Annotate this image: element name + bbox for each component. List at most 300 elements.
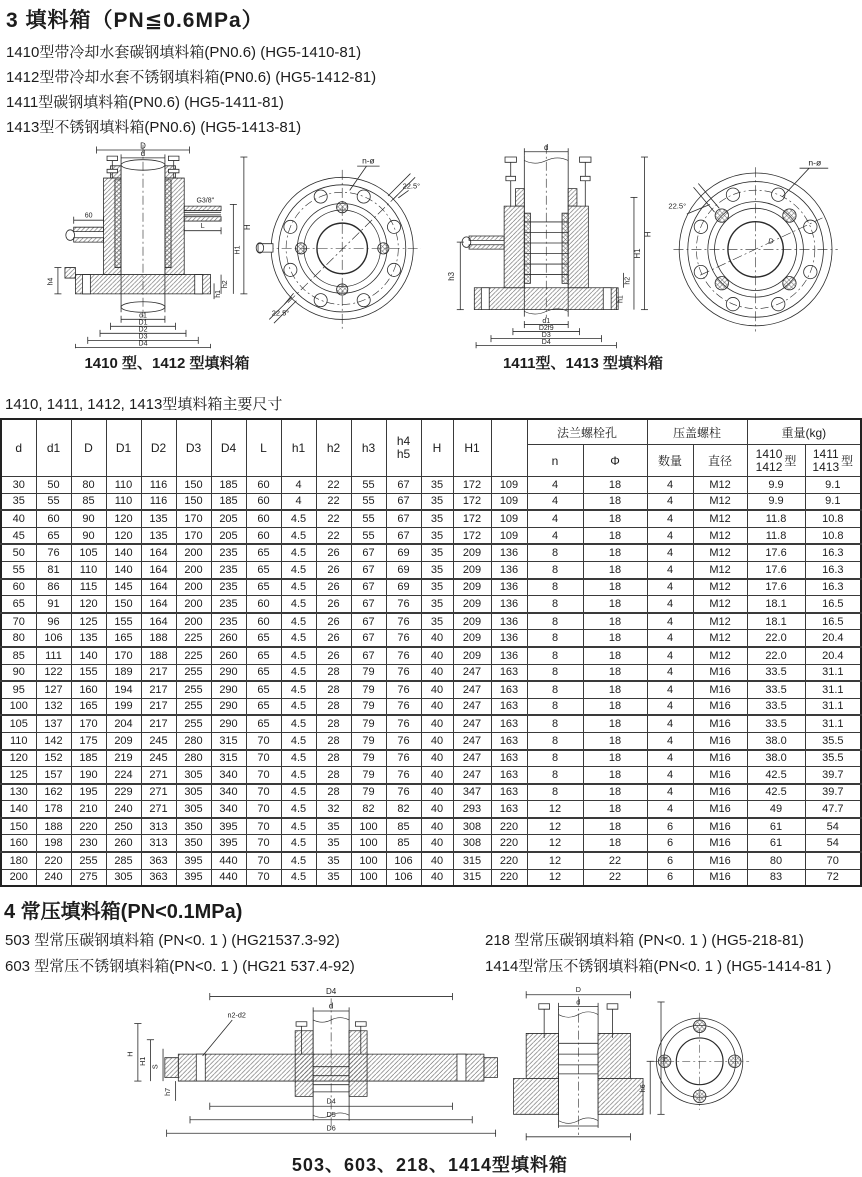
table-cell: 28: [316, 698, 351, 715]
table-cell: 9.1: [805, 493, 861, 510]
table-row: [1, 818, 861, 835]
table-cell: 90: [71, 510, 106, 527]
table-cell: 116: [141, 477, 176, 494]
table-cell: 164: [141, 579, 176, 596]
table-cell: 69: [386, 544, 421, 561]
table-cell: 18: [583, 767, 647, 784]
dim-label-h1: h1: [617, 295, 625, 304]
table-cell: 340: [211, 767, 246, 784]
col-header-D2: D2: [141, 419, 176, 477]
table-cell: 185: [71, 750, 106, 767]
table-cell: 40: [421, 750, 453, 767]
table-cell: 76: [386, 664, 421, 681]
table-cell: 31.1: [805, 698, 861, 715]
table-cell: 38.0: [747, 732, 805, 749]
group-header-weight: 重量(kg): [747, 419, 861, 445]
fig-1411-1413-flange-drawing: [660, 151, 856, 343]
table-cell: 54: [805, 835, 861, 852]
table-cell: M12: [693, 596, 747, 613]
table-cell: 305: [106, 869, 141, 886]
table-cell: 150: [176, 477, 211, 494]
table-cell: 198: [36, 835, 71, 852]
table-cell: 4.5: [281, 664, 316, 681]
col-header-D4: D4: [211, 419, 246, 477]
col-header-d: d: [1, 419, 36, 477]
table-cell: 217: [141, 681, 176, 698]
atmospheric-figure: [0, 984, 860, 1149]
table-cell: 4: [647, 561, 693, 578]
table-cell: 220: [491, 835, 527, 852]
table-cell: 9.1: [805, 477, 861, 494]
table-row: [1, 869, 861, 886]
fig-1411-1413-section-drawing: [436, 143, 660, 350]
table-cell: 205: [211, 510, 246, 527]
section4-list: [5, 928, 860, 980]
table-cell: M12: [693, 493, 747, 510]
table-cell: 60: [246, 493, 281, 510]
table-cell: 305: [176, 801, 211, 818]
table-cell: 70: [805, 852, 861, 869]
table-cell: 72: [805, 869, 861, 886]
table-cell: 315: [211, 750, 246, 767]
table-cell: 220: [491, 869, 527, 886]
table-cell: 40: [421, 801, 453, 818]
table-cell: 31.1: [805, 681, 861, 698]
table-cell: 67: [351, 544, 386, 561]
dim-label-d: d: [328, 1001, 334, 1011]
table-cell: 8: [527, 715, 583, 732]
table-cell: 26: [316, 647, 351, 664]
dim-label-D6: D6: [326, 1123, 336, 1133]
table-cell: 6: [647, 852, 693, 869]
table-row: [1, 732, 861, 749]
catalog-line: 503 型常压碳钢填料箱 (PN<0. 1 ) (HG21537.3-92): [5, 932, 340, 950]
table-cell: 35: [316, 835, 351, 852]
table-cell: 4: [647, 732, 693, 749]
table-cell: 76: [386, 596, 421, 613]
dim-label-H1: H1: [633, 248, 643, 259]
table-cell: 245: [141, 732, 176, 749]
table-cell: 8: [527, 681, 583, 698]
table-cell: 105: [1, 715, 36, 732]
dim-label-D1: D1: [138, 319, 148, 327]
table-cell: 350: [176, 818, 211, 835]
table-cell: 271: [141, 784, 176, 801]
table-cell: 155: [106, 613, 141, 630]
table-cell: 60: [1, 579, 36, 596]
table-cell: 225: [176, 647, 211, 664]
table-cell: 217: [141, 664, 176, 681]
table-cell: 4.5: [281, 681, 316, 698]
table-cell: 18: [583, 750, 647, 767]
table-cell: 308: [453, 818, 491, 835]
table-cell: 136: [491, 613, 527, 630]
table-cell: 100: [351, 818, 386, 835]
table-cell: 136: [491, 630, 527, 647]
table-cell: M12: [693, 647, 747, 664]
table-cell: 18: [583, 715, 647, 732]
dim-label-D4: D4: [541, 338, 551, 346]
figure-caption: 503、603、218、1414型填料箱: [291, 1155, 569, 1176]
table-cell: 247: [453, 698, 491, 715]
table-body: [1, 477, 861, 887]
table-cell: 4: [647, 784, 693, 801]
table-cell: 305: [176, 784, 211, 801]
table-cell: 76: [386, 715, 421, 732]
table-cell: 55: [1, 561, 36, 578]
table-cell: 40: [421, 784, 453, 801]
table-cell: 178: [36, 801, 71, 818]
drawing-lines: [134, 991, 749, 1140]
table-cell: 16.3: [805, 579, 861, 596]
table-cell: 86: [36, 579, 71, 596]
table-cell: 150: [106, 596, 141, 613]
table-cell: 54: [805, 818, 861, 835]
table-cell: 395: [211, 818, 246, 835]
table-cell: 76: [386, 681, 421, 698]
table-cell: 20.4: [805, 630, 861, 647]
col-header-h3: h3: [351, 419, 386, 477]
table-cell: 76: [386, 767, 421, 784]
table-cell: 240: [36, 869, 71, 886]
table-cell: 4.5: [281, 544, 316, 561]
dim-label-D4: D4: [325, 987, 337, 997]
table-cell: 18: [583, 835, 647, 852]
table-cell: 35: [316, 818, 351, 835]
table-cell: 136: [491, 544, 527, 561]
dim-label-d1: d1: [139, 312, 147, 320]
table-cell: 110: [106, 493, 141, 510]
table-cell: 160: [1, 835, 36, 852]
table-cell: 140: [71, 647, 106, 664]
table-cell: 140: [106, 544, 141, 561]
dim-label-d-mid: d: [576, 997, 581, 1007]
table-cell: 4.5: [281, 852, 316, 869]
table-cell: 67: [351, 579, 386, 596]
table-cell: 28: [316, 732, 351, 749]
table-cell: 6: [647, 818, 693, 835]
table-title: 1410, 1411, 1412, 1413型填料箱主要尺寸: [5, 396, 283, 413]
table-cell: 65: [246, 630, 281, 647]
table-cell: 65: [246, 647, 281, 664]
table-cell: 163: [491, 750, 527, 767]
table-cell: M16: [693, 801, 747, 818]
table-cell: 18: [583, 544, 647, 561]
table-cell: 290: [211, 681, 246, 698]
col-header-d1: d1: [36, 419, 71, 477]
dim-label-d: d: [544, 143, 549, 153]
table-cell: 200: [176, 561, 211, 578]
table-cell: 255: [71, 852, 106, 869]
table-cell: 120: [71, 596, 106, 613]
table-cell: 16.5: [805, 613, 861, 630]
col-header-qty: 数量: [647, 445, 693, 477]
dim-label-H1: H1: [138, 1056, 148, 1067]
table-cell: M12: [693, 544, 747, 561]
table-cell: 209: [453, 613, 491, 630]
table-cell: 135: [71, 630, 106, 647]
table-cell: 225: [176, 630, 211, 647]
table-cell: 209: [453, 596, 491, 613]
table-cell: 90: [1, 664, 36, 681]
col-header-weight-1410-1412: 1410 1412 型: [747, 445, 805, 477]
table-cell: 4: [647, 527, 693, 544]
table-cell: 109: [491, 527, 527, 544]
table-cell: 160: [71, 681, 106, 698]
table-cell: 18: [583, 784, 647, 801]
table-cell: 4.5: [281, 647, 316, 664]
table-cell: 188: [141, 647, 176, 664]
table-cell: M16: [693, 818, 747, 835]
table-cell: M16: [693, 852, 747, 869]
table-cell: 30: [1, 477, 36, 494]
table-cell: 200: [176, 544, 211, 561]
table-cell: 4.5: [281, 818, 316, 835]
table-cell: 130: [1, 784, 36, 801]
table-cell: 35: [421, 477, 453, 494]
table-cell: 217: [141, 698, 176, 715]
table-cell: 10.8: [805, 510, 861, 527]
hole-count-label: n-ø: [362, 155, 375, 166]
dim-label-n2-d2: n2-d2: [227, 1010, 246, 1020]
table-cell: 340: [211, 801, 246, 818]
dim-label-d: d: [140, 149, 146, 159]
table-cell: 120: [106, 527, 141, 544]
table-cell: 110: [1, 732, 36, 749]
table-cell: 18: [583, 818, 647, 835]
table-cell: 18: [583, 664, 647, 681]
table-cell: 35: [421, 596, 453, 613]
table-cell: 4: [527, 510, 583, 527]
table-cell: 255: [176, 715, 211, 732]
table-cell: 67: [351, 561, 386, 578]
table-cell: 164: [141, 613, 176, 630]
table-cell: 110: [106, 477, 141, 494]
table-cell: 10.8: [805, 527, 861, 544]
table-cell: M16: [693, 715, 747, 732]
table-cell: 209: [453, 544, 491, 561]
table-cell: 122: [36, 664, 71, 681]
col-header-n: n: [527, 445, 583, 477]
table-cell: 8: [527, 544, 583, 561]
table-cell: 209: [453, 647, 491, 664]
table-cell: 163: [491, 767, 527, 784]
table-cell: 70: [1, 613, 36, 630]
table-cell: 195: [71, 784, 106, 801]
table-cell: 35.5: [805, 732, 861, 749]
table-cell: 315: [211, 732, 246, 749]
table-cell: 199: [106, 698, 141, 715]
table-cell: 164: [141, 544, 176, 561]
dim-label-H-mid: H: [660, 1057, 670, 1063]
dim-label-60: 60: [84, 212, 93, 220]
table-cell: 22: [316, 527, 351, 544]
table-cell: 280: [176, 732, 211, 749]
table-cell: 150: [176, 493, 211, 510]
table-cell: 4: [647, 664, 693, 681]
table-cell: 35: [421, 561, 453, 578]
table-cell: 4: [647, 647, 693, 664]
table-cell: 285: [106, 852, 141, 869]
dim-label-h3: h3: [447, 271, 457, 281]
table-cell: 9.9: [747, 477, 805, 494]
table-cell: 6: [647, 835, 693, 852]
table-cell: 164: [141, 596, 176, 613]
table-row: [1, 493, 861, 510]
table-cell: 4.5: [281, 527, 316, 544]
table-cell: 67: [351, 613, 386, 630]
table-row: [1, 510, 861, 527]
table-cell: 240: [106, 801, 141, 818]
table-cell: 18: [583, 579, 647, 596]
table-cell: 69: [386, 561, 421, 578]
table-cell: 42.5: [747, 784, 805, 801]
table-cell: 180: [1, 852, 36, 869]
table-cell: 137: [36, 715, 71, 732]
table-cell: 315: [453, 869, 491, 886]
table-cell: 80: [71, 477, 106, 494]
angle-label: 22.5°: [402, 181, 421, 191]
table-cell: 28: [316, 715, 351, 732]
table-cell: 8: [527, 698, 583, 715]
table-cell: 28: [316, 664, 351, 681]
table-cell: 220: [36, 852, 71, 869]
table-cell: 105: [71, 544, 106, 561]
table-cell: 95: [1, 681, 36, 698]
table-cell: 40: [421, 630, 453, 647]
table-row: [1, 579, 861, 596]
table-cell: M12: [693, 510, 747, 527]
col-header-D: D: [71, 419, 106, 477]
table-cell: 4.5: [281, 869, 316, 886]
table-cell: 55: [36, 493, 71, 510]
table-cell: 49: [747, 801, 805, 818]
table-cell: 4.5: [281, 732, 316, 749]
table-cell: 35: [421, 527, 453, 544]
table-cell: 280: [176, 750, 211, 767]
table-cell: 60: [246, 613, 281, 630]
table-cell: 247: [453, 732, 491, 749]
table-cell: 76: [386, 698, 421, 715]
table-row: [1, 630, 861, 647]
table-cell: 67: [351, 630, 386, 647]
table-row: [1, 647, 861, 664]
dim-label-h6: h6: [637, 1084, 647, 1093]
dim-label-S: S: [150, 1064, 160, 1070]
section4-title: 4 常压填料箱(PN<0.1MPa): [4, 901, 243, 924]
table-cell: 40: [421, 664, 453, 681]
table-cell: 163: [491, 784, 527, 801]
table-cell: 4.5: [281, 715, 316, 732]
table-cell: 4: [647, 493, 693, 510]
table-cell: 35: [421, 613, 453, 630]
table-cell: 152: [36, 750, 71, 767]
table-cell: 79: [351, 698, 386, 715]
table-cell: 70: [246, 784, 281, 801]
table-cell: 8: [527, 647, 583, 664]
table-cell: 26: [316, 630, 351, 647]
table-cell: 33.5: [747, 715, 805, 732]
table-cell: 163: [491, 698, 527, 715]
table-cell: M16: [693, 664, 747, 681]
table-cell: 35: [316, 852, 351, 869]
table-cell: 100: [1, 698, 36, 715]
table-cell: 109: [491, 493, 527, 510]
table-cell: 163: [491, 681, 527, 698]
figures-row: [0, 143, 860, 376]
table-cell: 127: [36, 681, 71, 698]
table-cell: 20.4: [805, 647, 861, 664]
dim-label-D: D: [768, 236, 774, 246]
table-cell: 220: [71, 818, 106, 835]
table-cell: 8: [527, 750, 583, 767]
table-cell: 40: [1, 510, 36, 527]
table-cell: 60: [246, 510, 281, 527]
table-cell: 18: [583, 510, 647, 527]
table-cell: 247: [453, 750, 491, 767]
col-header-h1: h1: [281, 419, 316, 477]
table-cell: 163: [491, 664, 527, 681]
table-cell: 136: [491, 647, 527, 664]
table-cell: 69: [386, 579, 421, 596]
table-cell: 4.5: [281, 801, 316, 818]
table-cell: 210: [71, 801, 106, 818]
table-cell: 164: [141, 561, 176, 578]
table-cell: 4: [647, 477, 693, 494]
table-cell: 165: [106, 630, 141, 647]
table-cell: 4: [281, 493, 316, 510]
table-cell: 85: [386, 818, 421, 835]
table-cell: 82: [386, 801, 421, 818]
dim-label-h7: h7: [163, 1088, 173, 1097]
table-cell: 55: [351, 477, 386, 494]
table-cell: M16: [693, 750, 747, 767]
catalog-line: 1412型带冷却水套不锈钢填料箱(PN0.6) (HG5-1412-81): [6, 69, 377, 86]
table-cell: 350: [176, 835, 211, 852]
table-cell: 209: [453, 561, 491, 578]
table-cell: 200: [1, 869, 36, 886]
table-cell: 12: [527, 852, 583, 869]
table-cell: 209: [453, 630, 491, 647]
catalog-line: 1410型带冷却水套碳钢填料箱(PN0.6) (HG5-1410-81): [6, 44, 362, 61]
table-cell: 35: [1, 493, 36, 510]
table-row: [1, 767, 861, 784]
catalog-line: 1413型不锈钢填料箱(PN0.6) (HG5-1413-81): [6, 119, 302, 136]
table-cell: 47.7: [805, 801, 861, 818]
table-cell: 67: [386, 477, 421, 494]
table-cell: 8: [527, 784, 583, 801]
table-cell: 65: [246, 544, 281, 561]
table-cell: 9.9: [747, 493, 805, 510]
table-cell: 22: [316, 510, 351, 527]
table-cell: 4: [647, 681, 693, 698]
table-cell: 31.1: [805, 664, 861, 681]
table-cell: 83: [747, 869, 805, 886]
table-cell: 219: [106, 750, 141, 767]
table-row: [1, 681, 861, 698]
table-cell: 28: [316, 681, 351, 698]
table-cell: 4.5: [281, 596, 316, 613]
table-cell: 162: [36, 784, 71, 801]
dim-label-D4: D4: [138, 340, 148, 348]
col-header-dia: 直径: [693, 445, 747, 477]
table-row: [1, 852, 861, 869]
col-header-H1: H1: [453, 419, 491, 477]
table-cell: 220: [491, 852, 527, 869]
group-header-gland-studs: 压盖螺柱: [647, 419, 747, 445]
table-cell: 40: [421, 732, 453, 749]
table-cell: 275: [71, 869, 106, 886]
